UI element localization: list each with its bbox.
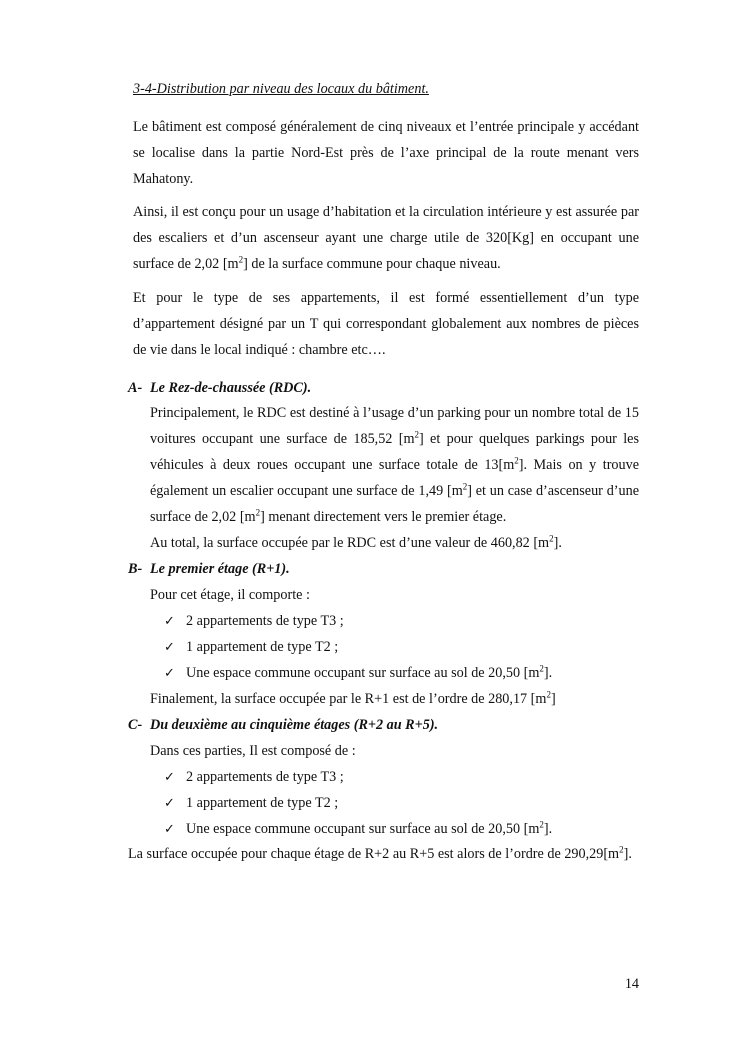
section-b-final: Finalement, la surface occupée par le R+1 est de l’ordre de 280,17 $[m^2]$: [150, 689, 556, 707]
list-item: ✓ 1 appartement de type T2 ;: [164, 639, 339, 655]
section-b-title: Le premier étage (R+1).: [150, 561, 290, 577]
conclusion-paragraph: La surface occupée pour chaque étage de R+2 au R+5 est alors de l’ordre de $290,29[m^2]$.: [128, 844, 632, 862]
list-item: ✓ 2 appartements de type T3 ;: [164, 613, 344, 629]
check-icon: ✓: [164, 770, 175, 785]
check-icon: ✓: [164, 822, 175, 837]
section-b-heading: [128, 560, 290, 578]
section-b-letter: B-: [128, 561, 143, 577]
page-number: 14: [624, 976, 639, 992]
section-a-title: Le Rez-de-chaussée (RDC).: [150, 380, 312, 396]
intro-paragraph-3: Et pour le type de ses appartements, il est formé essentiellement d’un type d’appartement désigné par un T qui correspondant globalement aux nombres de pièces de vie dans le local indiqué : chambre etc….: [133, 290, 639, 358]
check-icon: ✓: [164, 614, 175, 629]
intro-paragraph-1: Le bâtiment est composé généralement de cinq niveaux et l’entrée principale y accédant se localise dans la partie Nord-Est près de l’axe principal de la route menant vers Mahatony.: [133, 119, 639, 187]
section-a-paragraph: Principalement, le RDC est destiné à l’usage d’un parking pour un nombre total de 15 voitures occupant une surface de 185,52 $[m^2]$ et pour quelques parkings pour les véhicules à deux roues occupant une surface totale de $13[m^2]$. Mais on y trouve également un escalier occupant une surface de 1,49 $[m^2]$ et un case d’ascenseur d’une surface de 2,02 $[m^2]$ menant directement vers le premier étage.: [150, 405, 639, 525]
section-c-lead: Dans ces parties, Il est composé de :: [150, 743, 356, 759]
section-c-heading: [128, 716, 438, 734]
section-c-letter: C-: [128, 717, 143, 733]
section-a-heading: [128, 379, 311, 397]
section-a-total: Au total, la surface occupée par le RDC est d’une valeur de 460,82 $[m^2]$.: [150, 533, 562, 551]
section-b-lead: Pour cet étage, il comporte :: [150, 587, 310, 603]
list-item: ✓ 1 appartement de type T2 ;: [164, 795, 339, 811]
section-a-letter: A-: [128, 380, 143, 396]
check-icon: ✓: [164, 666, 175, 681]
list-item: ✓ Une espace commune occupant sur surface au sol de 20,50 $[m^2]$.: [164, 663, 553, 681]
list-item: ✓ 2 appartements de type T3 ;: [164, 769, 344, 785]
section-c-title: Du deuxième au cinquième étages (R+2 au R+5).: [150, 717, 439, 733]
check-icon: ✓: [164, 640, 175, 655]
section-title: 3-4-Distribution par niveau des locaux du bâtiment.: [133, 81, 429, 97]
list-item: ✓ Une espace commune occupant sur surface au sol de 20,50 $[m^2]$.: [164, 819, 553, 837]
intro-paragraph-2: Ainsi, il est conçu pour un usage d’habitation et la circulation intérieure y est assurée par des escaliers et d’un ascenseur ayant une charge utile de 320[Kg] en occupant une surface de 2,02 $[m^2]$ de la surface commune pour chaque niveau.: [133, 204, 639, 272]
check-icon: ✓: [164, 796, 175, 811]
